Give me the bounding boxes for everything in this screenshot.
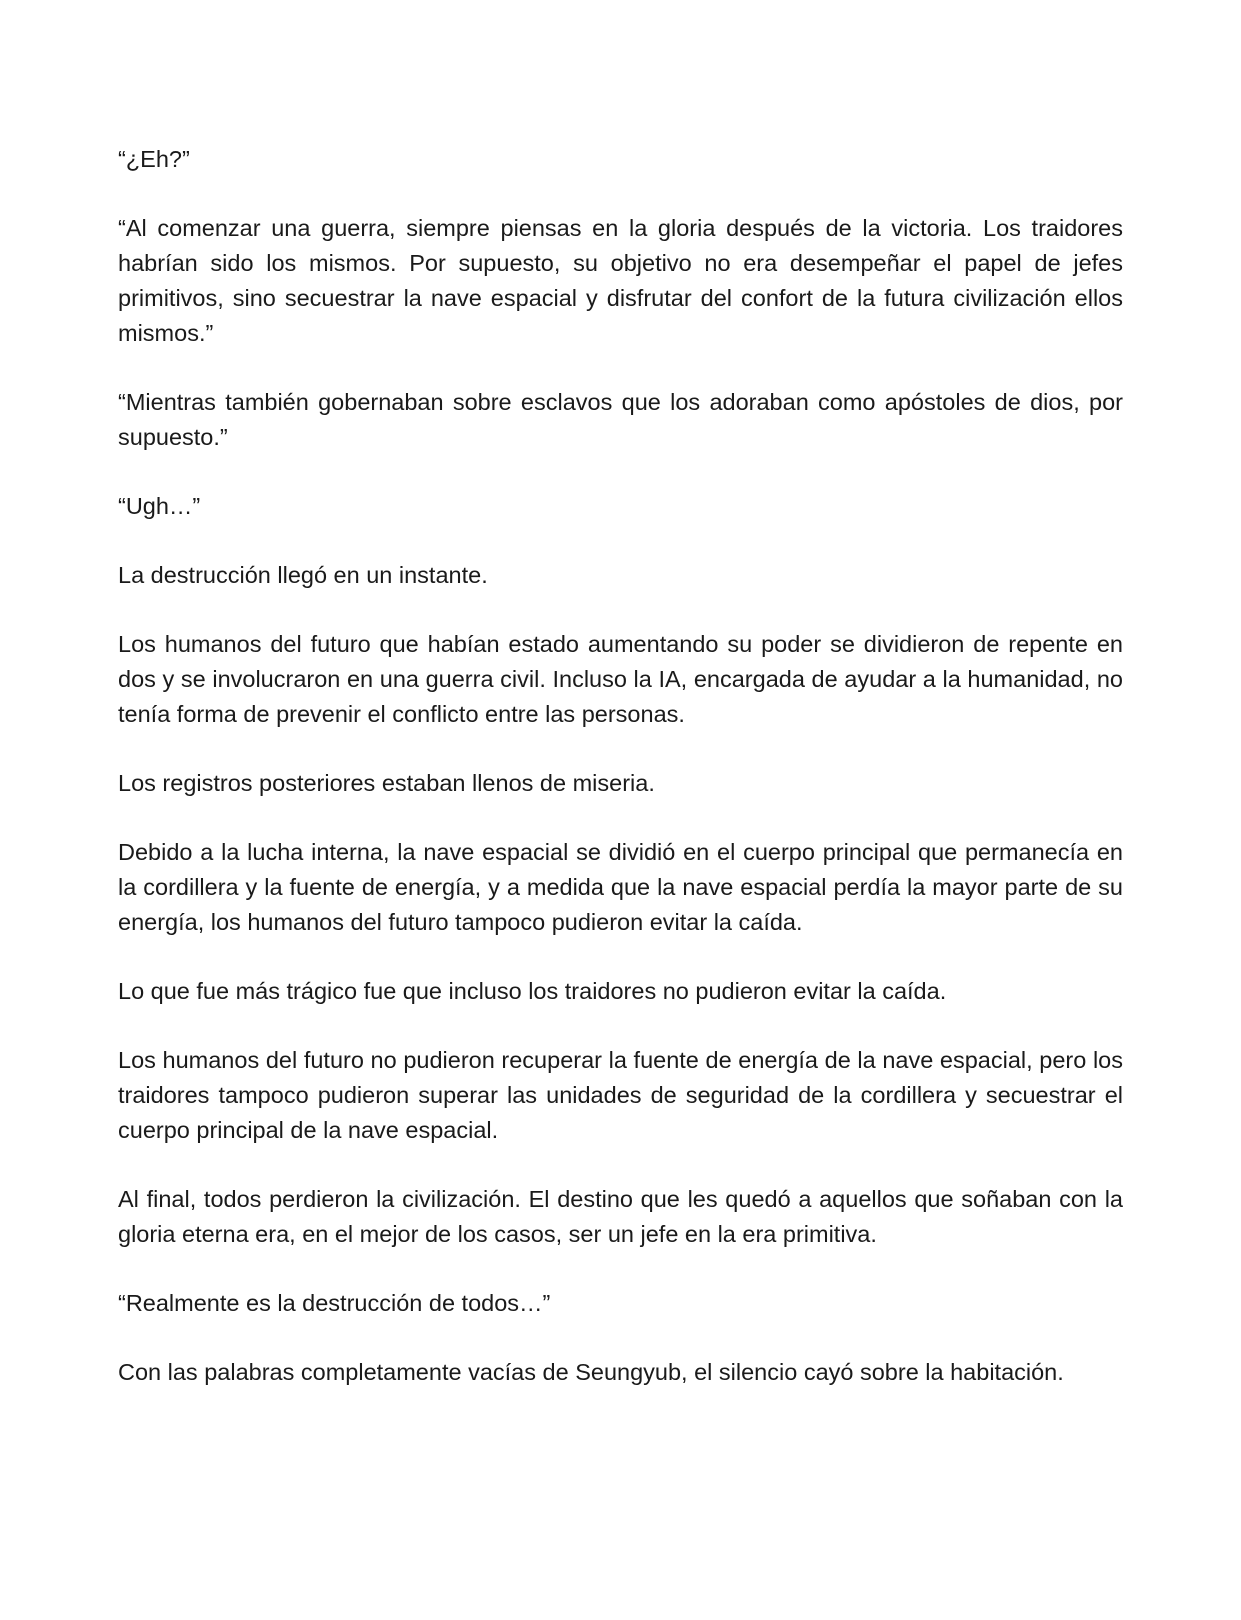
paragraph-6: Los humanos del futuro que habían estado aumentando su poder se dividieron de repente en dos y se involucraron en una guerra civil. Incluso la IA, encargada de ayudar a la humanidad, no tenía forma de prevenir el conflicto entre las personas. xyxy=(118,631,1123,727)
paragraph-11: Al final, todos perdieron la civilización. El destino que les quedó a aquellos que soñaban con la gloria eterna era, en el mejor de los casos, ser un jefe en la era primitiva. xyxy=(118,1186,1123,1247)
paragraph-7: Los registros posteriores estaban llenos de miseria. xyxy=(118,770,655,796)
paragraph-1: “¿Eh?” xyxy=(118,146,190,172)
paragraph-3: “Mientras también gobernaban sobre esclavos que los adoraban como apóstoles de dios, por supuesto.” xyxy=(118,389,1123,450)
paragraph-12: “Realmente es la destrucción de todos…” xyxy=(118,1290,551,1316)
document-page xyxy=(118,142,1123,1390)
paragraph-10: Los humanos del futuro no pudieron recuperar la fuente de energía de la nave espacial, pero los traidores tampoco pudieron superar las unidades de seguridad de la cordillera y secuestrar el cuerpo principal de la nave espacial. xyxy=(118,1047,1123,1143)
paragraph-13: Con las palabras completamente vacías de Seungyub, el silencio cayó sobre la habitación. xyxy=(118,1359,1064,1385)
paragraph-9: Lo que fue más trágico fue que incluso los traidores no pudieron evitar la caída. xyxy=(118,978,947,1004)
paragraph-5: La destrucción llegó en un instante. xyxy=(118,562,488,588)
paragraph-4: “Ugh…” xyxy=(118,493,201,519)
paragraph-8: Debido a la lucha interna, la nave espacial se dividió en el cuerpo principal que permanecía en la cordillera y la fuente de energía, y a medida que la nave espacial perdía la mayor parte de su energía, los humanos del futuro tampoco pudieron evitar la caída. xyxy=(118,839,1123,935)
paragraph-2: “Al comenzar una guerra, siempre piensas en la gloria después de la victoria. Los traidores habrían sido los mismos. Por supuesto, su objetivo no era desempeñar el papel de jefes primitivos, sino secuestrar la nave espacial y disfrutar del confort de la futura civilización ellos mismos.” xyxy=(118,215,1123,346)
